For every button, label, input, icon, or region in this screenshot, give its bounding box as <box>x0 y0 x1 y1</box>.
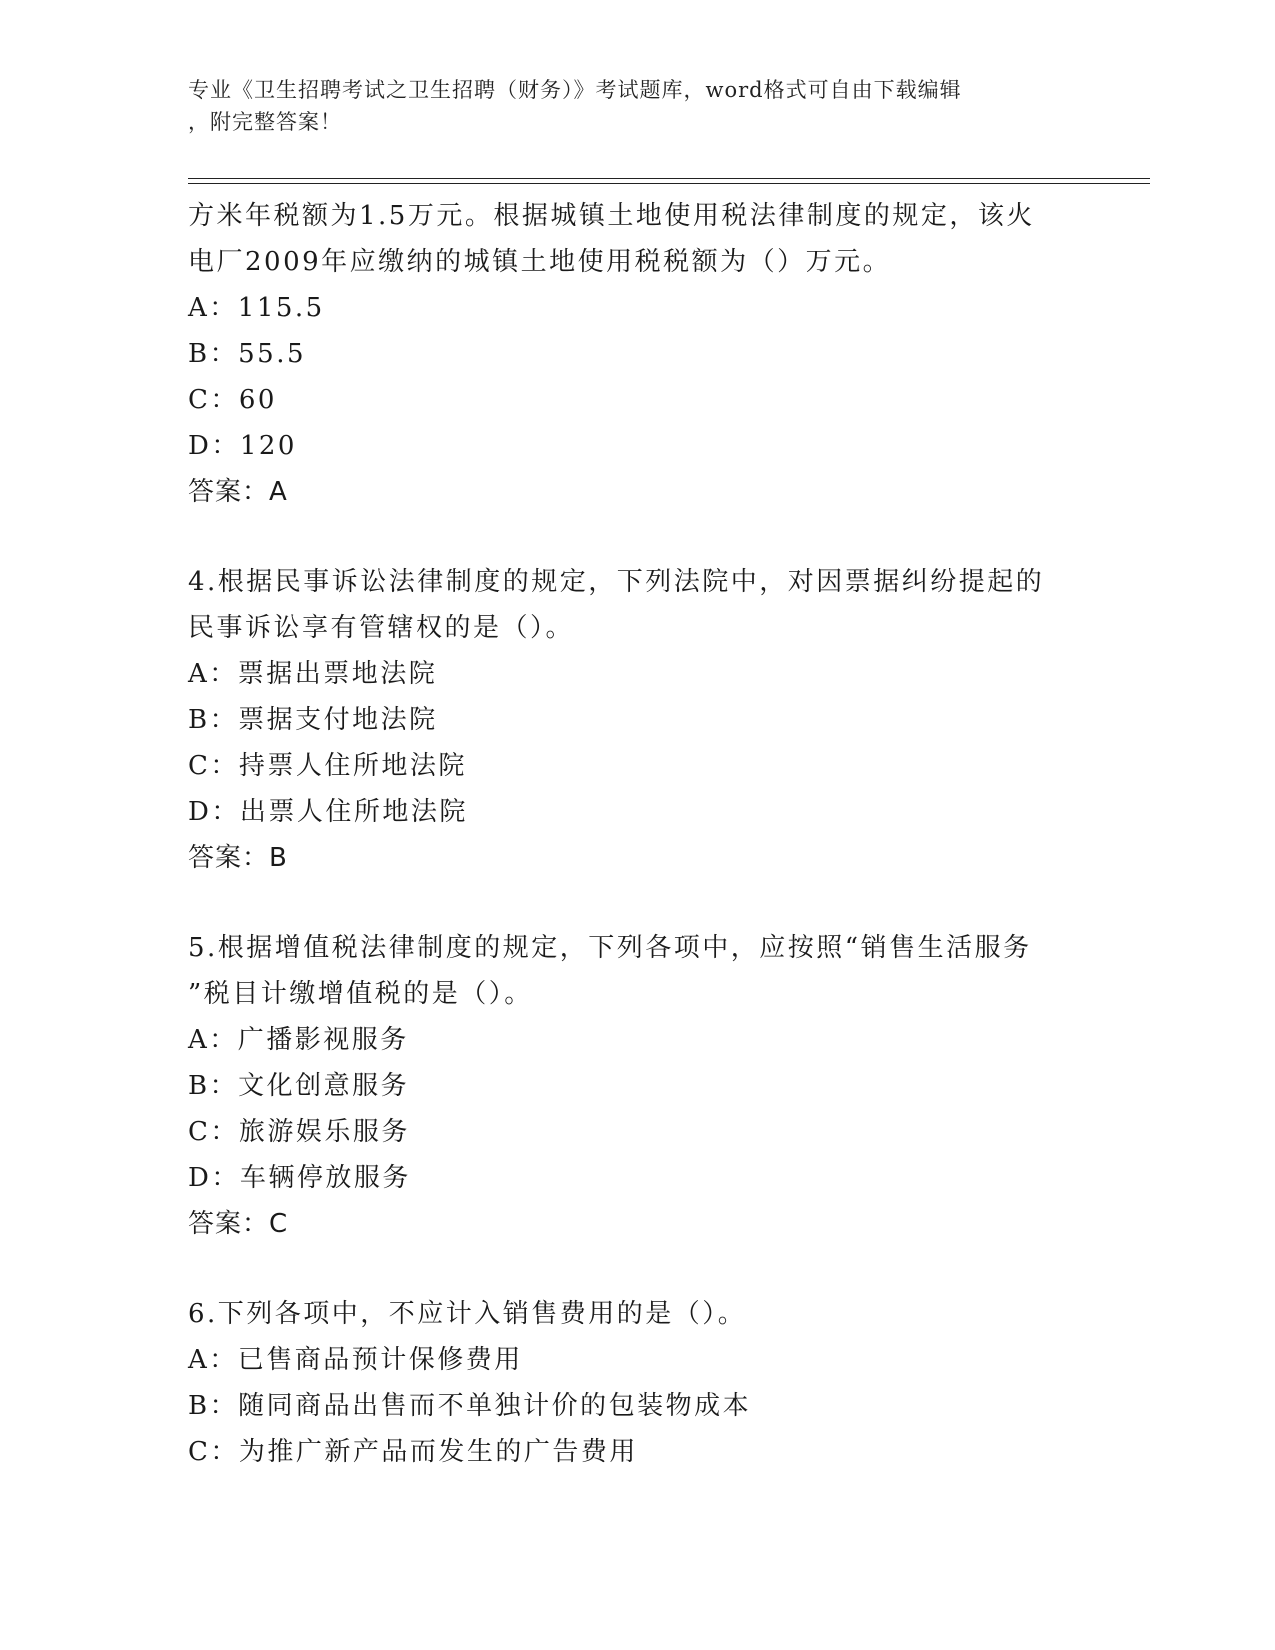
answer: 答案：B <box>188 843 288 873</box>
question-text-line: 6.下列各项中，不应计入销售费用的是（）。 <box>188 1299 747 1329</box>
option-c: C：持票人住所地法院 <box>188 751 467 781</box>
question-text-line: ”税目计缴增值税的是（）。 <box>188 979 533 1009</box>
question-text-line: 民事诉讼享有管辖权的是（）。 <box>188 613 575 643</box>
question-4 <box>188 559 1068 881</box>
question-5 <box>188 925 1068 1247</box>
question-text-line: 4.根据民事诉讼法律制度的规定，下列法院中，对因票据纠纷提起的 <box>188 567 1045 597</box>
header-divider-bottom <box>188 183 1150 184</box>
question-text-line: 5.根据增值税法律制度的规定，下列各项中，应按照“销售生活服务 <box>188 933 1032 963</box>
question-text-line: 电厂2009年应缴纳的城镇土地使用税税额为（）万元。 <box>188 247 892 277</box>
option-b: B：文化创意服务 <box>188 1071 410 1101</box>
option-d: D：车辆停放服务 <box>188 1163 411 1193</box>
option-c: C：旅游娱乐服务 <box>188 1117 410 1147</box>
option-a: A：广播影视服务 <box>188 1025 409 1055</box>
option-b: B：55.5 <box>188 339 306 369</box>
question-text-line: 方米年税额为1.5万元。根据城镇土地使用税法律制度的规定，该火 <box>188 201 1035 231</box>
question-3 <box>188 193 1068 515</box>
option-a: A：115.5 <box>188 293 325 323</box>
option-b: B：票据支付地法院 <box>188 705 438 735</box>
option-c: C：为推广新产品而发生的广告费用 <box>188 1437 638 1467</box>
option-c: C：60 <box>188 385 277 415</box>
question-6 <box>188 1291 1068 1475</box>
header-divider-top <box>188 178 1150 179</box>
page-header <box>188 74 1068 138</box>
option-d: D：120 <box>188 431 297 461</box>
question-list <box>188 193 1068 1475</box>
option-d: D：出票人住所地法院 <box>188 797 468 827</box>
header-title-line-1: 专业《卫生招聘考试之卫生招聘（财务）》考试题库，word格式可自由下载编辑 <box>188 78 962 102</box>
header-title-line-2: ，附完整答案！ <box>188 110 342 134</box>
answer: 答案：C <box>188 1209 289 1239</box>
option-a: A：票据出票地法院 <box>188 659 438 689</box>
option-a: A：已售商品预计保修费用 <box>188 1345 523 1375</box>
option-b: B：随同商品出售而不单独计价的包装物成本 <box>188 1391 752 1421</box>
answer: 答案：A <box>188 477 288 507</box>
